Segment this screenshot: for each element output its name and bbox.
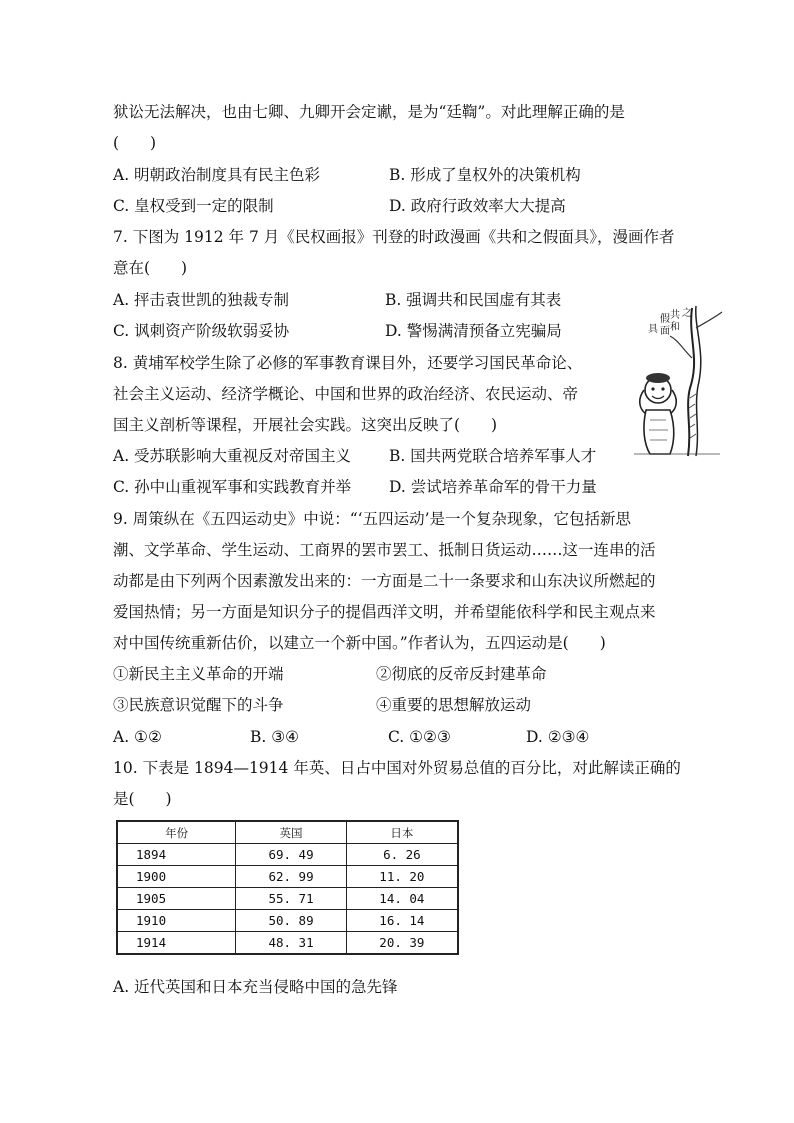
svg-text:之: 之 bbox=[682, 308, 692, 319]
cell-japan: 6. 26 bbox=[346, 844, 458, 866]
cell-britain: 48. 31 bbox=[236, 932, 347, 955]
cell-japan: 16. 14 bbox=[346, 910, 458, 932]
cell-japan: 11. 20 bbox=[346, 866, 458, 888]
q8-stem-line-1: 8. 黄埔军校学生除了必修的军事教育课目外，还要学习国民革命论、 bbox=[113, 354, 583, 372]
cell-britain: 55. 71 bbox=[236, 888, 347, 910]
q7-stem-line-1: 7. 下图为 1912 年 7 月《民权画报》刊登的时政漫画《共和之假面具》，漫画作者 bbox=[113, 228, 675, 246]
header-britain: 英国 bbox=[236, 821, 347, 844]
q10-stem-line-2: 是( ) bbox=[113, 790, 172, 808]
q8-option-c: C. 孙中山重视军事和实践教育并举 bbox=[113, 478, 352, 496]
q7-option-d: D. 警惕满清预备立宪骗局 bbox=[385, 322, 562, 340]
q10-option-a: A. 近代英国和日本充当侵略中国的急先锋 bbox=[113, 978, 398, 996]
cell-britain: 62. 99 bbox=[236, 866, 347, 888]
svg-text:假: 假 bbox=[660, 314, 670, 325]
q9-item-3: ③民族意识觉醒下的斗争 bbox=[113, 696, 284, 714]
table-row bbox=[117, 844, 458, 866]
q9-item-4: ④重要的思想解放运动 bbox=[376, 696, 532, 714]
cell-year: 1914 bbox=[117, 932, 236, 955]
q6-stem-line: 狱讼无法解决，也由七卿、九卿开会定谳，是为“廷鞫”。对此理解正确的是 bbox=[113, 103, 625, 121]
q7-option-c: C. 讽刺资产阶级软弱妥协 bbox=[113, 322, 290, 340]
q6-answer-paren: ( ) bbox=[113, 134, 157, 152]
cell-year: 1900 bbox=[117, 866, 236, 888]
q9-item-2: ②彻底的反帝反封建革命 bbox=[376, 665, 547, 683]
q7-option-a: A. 抨击袁世凯的独裁专制 bbox=[113, 291, 290, 309]
svg-text:具: 具 bbox=[648, 324, 658, 335]
q9-option-d: D. ②③④ bbox=[526, 728, 590, 746]
q9-stem-line-3: 动都是由下列两个因素激发出来的：一方面是二十一条要求和山东决议所燃起的 bbox=[113, 572, 656, 590]
svg-text:和: 和 bbox=[670, 322, 680, 333]
q6-option-b: B. 形成了皇权外的决策机构 bbox=[389, 166, 581, 184]
q8-option-a: A. 受苏联影响大重视反对帝国主义 bbox=[113, 447, 352, 465]
q8-option-b: B. 国共两党联合培养军事人才 bbox=[389, 447, 597, 465]
q7-stem-line-2: 意在( ) bbox=[113, 259, 188, 277]
cell-year: 1905 bbox=[117, 888, 236, 910]
q9-stem-line-5: 对中国传统重新估价，以建立一个新中国。”作者认为，五四运动是( ) bbox=[113, 634, 606, 652]
q9-option-a: A. ①② bbox=[113, 728, 162, 746]
table-row bbox=[117, 866, 458, 888]
q9-item-1: ①新民主主义革命的开端 bbox=[113, 665, 284, 683]
cell-britain: 50. 89 bbox=[236, 910, 347, 932]
q7-option-b: B. 强调共和民国虚有其表 bbox=[385, 291, 562, 309]
political-cartoon-illustration bbox=[630, 298, 726, 458]
svg-text:共: 共 bbox=[670, 310, 680, 321]
q9-stem-line-2: 潮、文学革命、学生运动、工商界的罢市罢工、抵制日货运动……这一连串的活 bbox=[113, 541, 656, 559]
q9-stem-line-1: 9. 周策纵在《五四运动史》中说：“‘五四运动’是一个复杂现象，它包括新思 bbox=[113, 510, 631, 528]
trade-share-table bbox=[116, 820, 459, 955]
cell-japan: 14. 04 bbox=[346, 888, 458, 910]
cell-year: 1894 bbox=[117, 844, 236, 866]
q10-stem-line-1: 10. 下表是 1894—1914 年英、日占中国对外贸易总值的百分比，对此解读正确的 bbox=[113, 759, 681, 777]
q9-option-b: B. ③④ bbox=[250, 728, 300, 746]
table-row bbox=[117, 888, 458, 910]
cell-britain: 69. 49 bbox=[236, 844, 347, 866]
q6-option-d: D. 政府行政效率大大提高 bbox=[389, 197, 566, 215]
table-row bbox=[117, 932, 458, 955]
q8-stem-line-2: 社会主义运动、经济学概论、中国和世界的政治经济、农民运动、帝 bbox=[113, 385, 579, 403]
cell-japan: 20. 39 bbox=[346, 932, 458, 955]
q9-stem-line-4: 爱国热情；另一方面是知识分子的提倡西洋文明，并希望能依科学和民主观点来 bbox=[113, 603, 656, 621]
q8-option-d: D. 尝试培养革命军的骨干力量 bbox=[389, 478, 597, 496]
cell-year: 1910 bbox=[117, 910, 236, 932]
table-row bbox=[117, 910, 458, 932]
q9-option-c: C. ①②③ bbox=[388, 728, 451, 746]
header-japan: 日本 bbox=[346, 821, 458, 844]
table-header-row bbox=[117, 821, 458, 844]
q8-stem-line-3: 国主义剖析等课程，开展社会实践。这突出反映了( ) bbox=[113, 416, 498, 434]
q6-option-c: C. 皇权受到一定的限制 bbox=[113, 197, 274, 215]
q6-option-a: A. 明朝政治制度具有民主色彩 bbox=[113, 166, 321, 184]
header-year: 年份 bbox=[117, 821, 236, 844]
svg-text:面: 面 bbox=[660, 326, 670, 337]
